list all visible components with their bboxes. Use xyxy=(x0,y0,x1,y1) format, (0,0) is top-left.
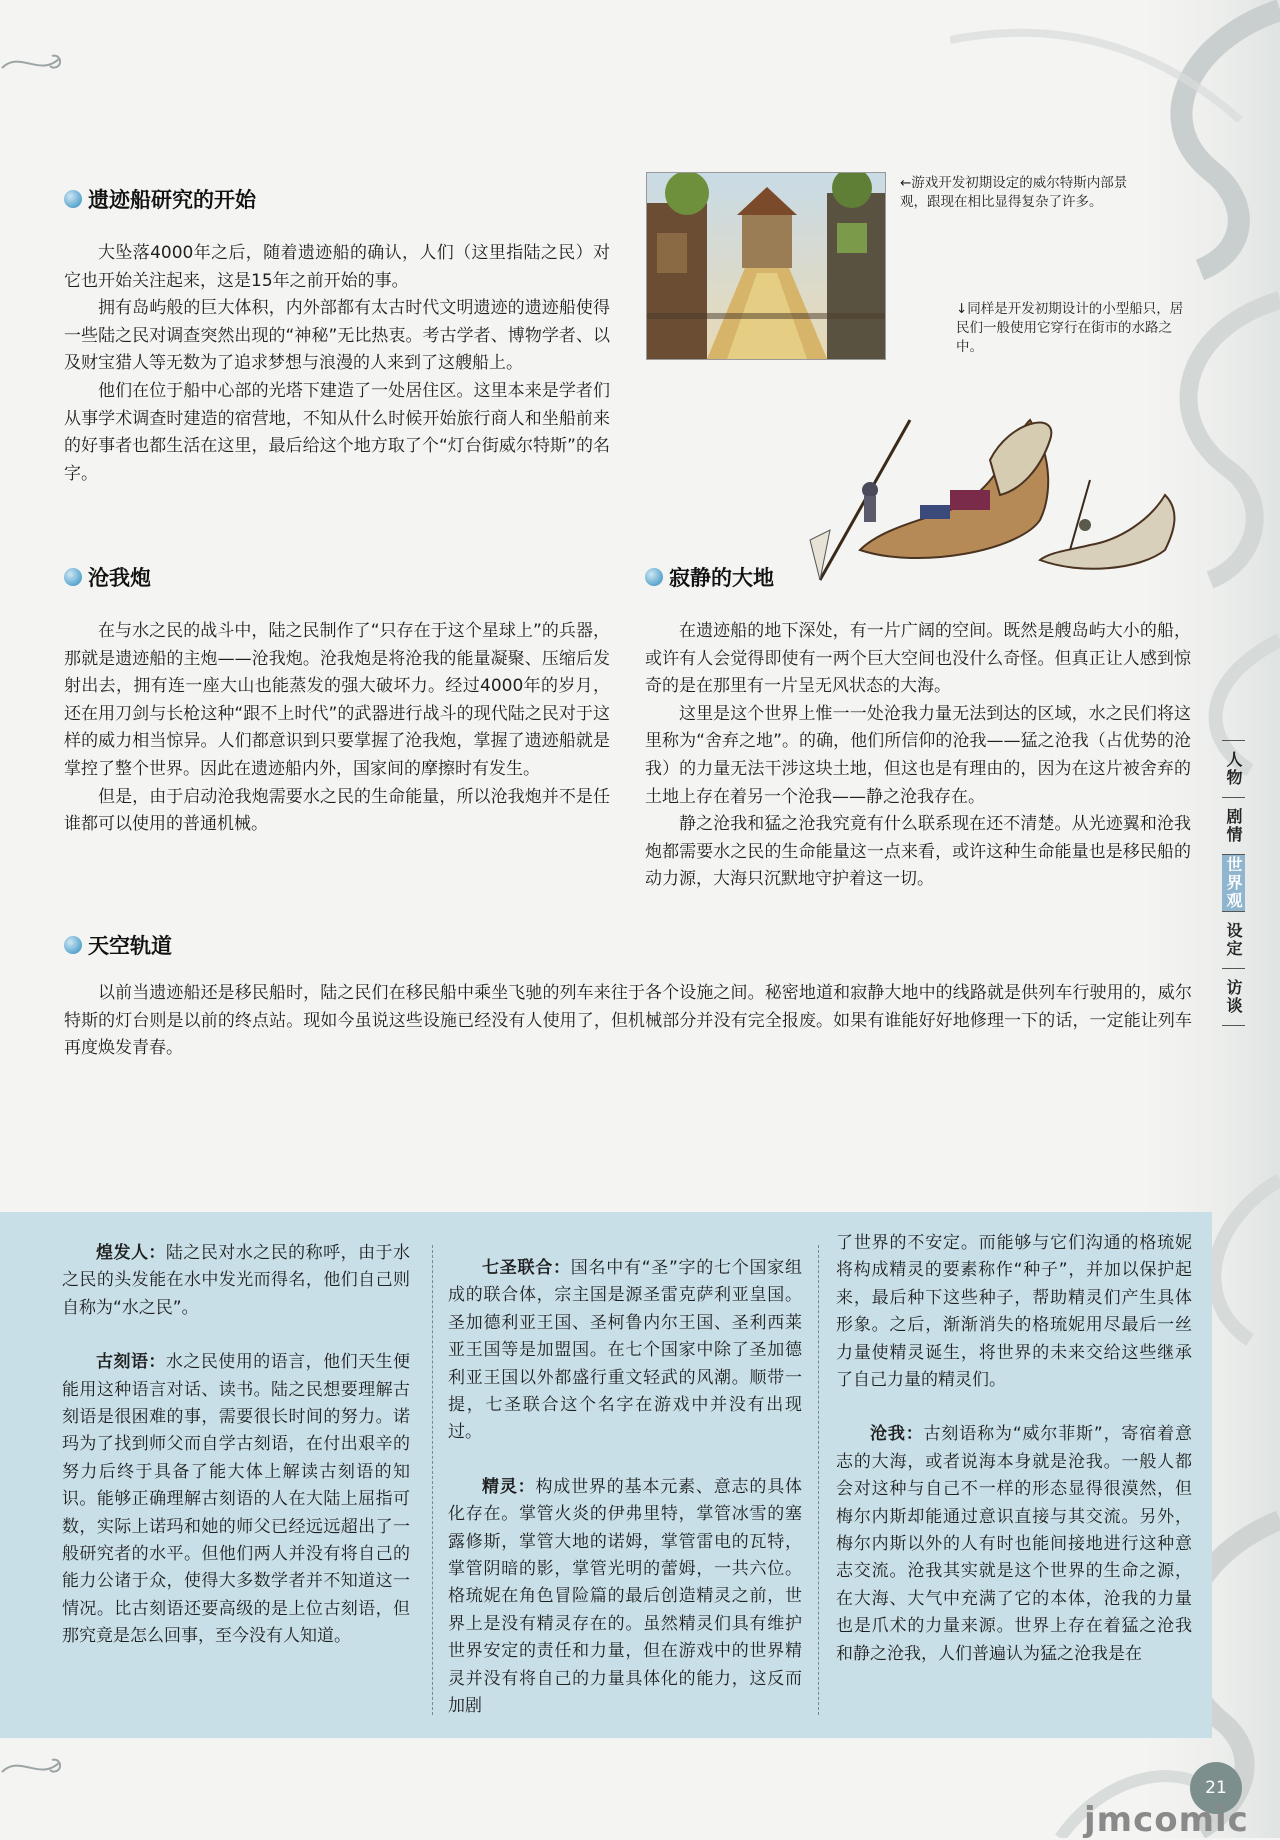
tab-settings[interactable]: 设定 xyxy=(1222,911,1245,968)
column-divider xyxy=(818,1245,819,1715)
section-body-ruins-research: 大坠落4000年之后，随着遗迹船的确认，人们（这里指陆之民）对它也开始关注起来，这是15年之前开始的事。 拥有岛屿般的巨大体积，内外部都有太古时代文明遗迹的遗迹船使得一些陆之民对调查突然出现的“神秘”无比热衷。考古学者、博物学者、以及财宝猎人等无数为了追求梦想与浪漫的人来到了这艘船上。 他们在位于船中心部的光塔下建造了一处居住区。这里本来是学者们从事学术调查时建造的宿营地，不知从什么时候开始旅行商人和坐船前来的好事者也都生活在这里，最后给这个地方取了个“灯台街威尔特斯”的名字。 xyxy=(64,243,610,484)
corner-swirl-bottom xyxy=(0,1752,70,1786)
glossary-column-1 xyxy=(62,1240,410,1678)
glossary-continuation: 了世界的不安定。而能够与它们沟通的格琉妮将构成精灵的要素称作“种子”，并加以保护起来，最后种下这些种子，帮助精灵们产生具体形象。之后，渐渐消失的格琉妮用尽最后一丝力量使精灵诞生，将世界的未来交给这些继承了自己力量的精灵们。 xyxy=(836,1233,1192,1391)
glossary-column-2 xyxy=(448,1255,802,1748)
section-title-sky-rail: 天空轨道 xyxy=(64,930,172,960)
column-divider xyxy=(432,1245,433,1715)
photo-caption: ←游戏开发初期设定的威尔特斯内部景观，跟现在相比显得复杂了许多。 xyxy=(900,175,1128,210)
section-title-cannon: 沧我炮 xyxy=(64,562,151,592)
section-title-ruins-research: 遗迹船研究的开始 xyxy=(64,184,256,214)
boat-concept-illustration xyxy=(800,400,1200,590)
watermark-text: jmcomic xyxy=(1084,1800,1249,1840)
corner-swirl-top xyxy=(0,48,70,82)
glossary-entry: 煌发人：陆之民对水之民的称呼，由于水之民的头发能在水中发光而得名，他们自己则自称为“水之民”。 xyxy=(62,1243,411,1318)
town-scene-illustration xyxy=(647,173,885,359)
bullet-dot-icon xyxy=(645,568,663,586)
glossary-entry: 古刻语：水之民使用的语言，他们天生便能用这种语言对话、读书。陆之民想要理解古刻语是很困难的事，需要很长时间的努力。诺玛为了找到师父而自学古刻语，在付出艰辛的努力后终于具备了能大体上解读古刻语的知识。能够正确理解古刻语的人在大陆上屈指可数，实际上诺玛和她的师父已经远远超出了一般研究者的水平。但他们两人并没有将自己的能力公诸于众，使得大多数学者并不知道这一情况。比古刻语还要高级的是上位古刻语，但那究竟是怎么回事，至今没有人知道。 xyxy=(62,1352,411,1647)
bullet-dot-icon xyxy=(64,568,82,586)
tab-interview[interactable]: 访谈 xyxy=(1222,968,1245,1026)
section-title-silent-land: 寂静的大地 xyxy=(645,562,774,592)
section-body-silent-land: 在遗迹船的地下深处，有一片广阔的空间。既然是艘岛屿大小的船，或许有人会觉得即使有一两个巨大空间也没什么奇怪。但真正让人感到惊奇的是在那里有一片呈无风状态的大海。 这里是这个世界上惟一一处沧我力量无法到达的区域，水之民们将这里称为“舍弃之地”。的确，他们所信仰的沧我——猛之沧我（占优势的沧我）的力量无法干涉这块土地，但这也是有理由的，因为在这片被舍弃的土地上存在着另一个沧我——静之沧我存在。 静之沧我和猛之沧我究竟有什么联系现在还不清楚。从光迹翼和沧我炮都需要水之民的生命能量这一点来看，或许这种生命能量也是移民船的动力源，大海只沉默地守护着这一切。 xyxy=(645,621,1191,890)
tab-worldview[interactable]: 世界观 xyxy=(1224,856,1243,910)
chapter-tabs xyxy=(1222,740,1280,1026)
glossary-column-3 xyxy=(836,1230,1192,1695)
tab-story[interactable]: 剧情 xyxy=(1222,797,1245,854)
glossary-entry: 精灵：构成世界的基本元素、意志的具体化存在。掌管火炎的伊弗里特，掌管冰雪的塞露修斯，掌管大地的诺姆，掌管雷电的瓦特，掌管阴暗的影，掌管光明的蕾姆，一共六位。格琉妮在角色冒险篇的最后创造精灵之前，世界上是没有精灵存在的。虽然精灵们具有维护世界安定的责任和力量，但在游戏中的世界精灵并没有将自己的力量具体化的能力，这反而加剧 xyxy=(448,1476,803,1717)
glossary-entry: 沧我：古刻语称为“威尔菲斯”，寄宿着意志的大海，或者说海本身就是沧我。一般人都会对这种与自己不一样的形态显得很漠然，但梅尔内斯却能通过意识直接与其交流。另外，梅尔内斯以外的人有时也能间接地进行这种意志交流。沧我其实就是这个世界的生命之源，在大海、大气中充满了它的本体，沧我的力量也是爪术的力量来源。世界上存在着猛之沧我和静之沧我，人们普遍认为猛之沧我是在 xyxy=(836,1424,1192,1664)
bullet-dot-icon xyxy=(64,936,82,954)
tab-characters[interactable]: 人物 xyxy=(1222,740,1245,797)
page-number: 21 xyxy=(1190,1762,1242,1814)
bullet-dot-icon xyxy=(64,190,82,208)
concept-art-town-photo xyxy=(646,172,886,360)
glossary-entry: 七圣联合：国名中有“圣”字的七个国家组成的联合体，宗主国是源圣雷克萨利亚皇国。圣加德利亚王国、圣柯鲁内尔王国、圣利西莱亚王国等是加盟国。在七个国家中除了圣加德利亚王国以外都盛行重文轻武的风潮。顺带一提，七圣联合这个名字在游戏中并没有出现过。 xyxy=(448,1258,802,1443)
boat-caption: ↓同样是开发初期设计的小型船只，居民们一般使用它穿行在街市的水路之中。 xyxy=(956,301,1184,355)
section-body-sky-rail: 以前当遗迹船还是移民船时，陆之民们在移民船中乘坐飞驰的列车来往于各个设施之间。秘密地道和寂静大地中的线路就是供列车行驶用的，威尔特斯的灯台则是以前的终点站。现如今虽说这些设施已经没有人使用了，但机械部分并没有完全报废。如果有谁能好好地修理一下的话，一定能让列车再度焕发青春。 xyxy=(64,983,1192,1059)
section-body-cannon: 在与水之民的战斗中，陆之民制作了“只存在于这个星球上”的兵器，那就是遗迹船的主炮——沧我炮。沧我炮是将沧我的能量凝聚、压缩后发射出去，拥有连一座大山也能蒸发的强大破坏力。经过4000年的岁月，还在用刀剑与长枪这种“跟不上时代”的武器进行战斗的现代陆之民对于这样的威力相当惊异。人们都意识到只要掌握了沧我炮，掌握了遗迹船就是掌控了整个世界。因此在遗迹船内外，国家间的摩擦时有发生。 但是，由于启动沧我炮需要水之民的生命能量，所以沧我炮并不是任谁都可以使用的普通机械。 xyxy=(64,621,610,835)
